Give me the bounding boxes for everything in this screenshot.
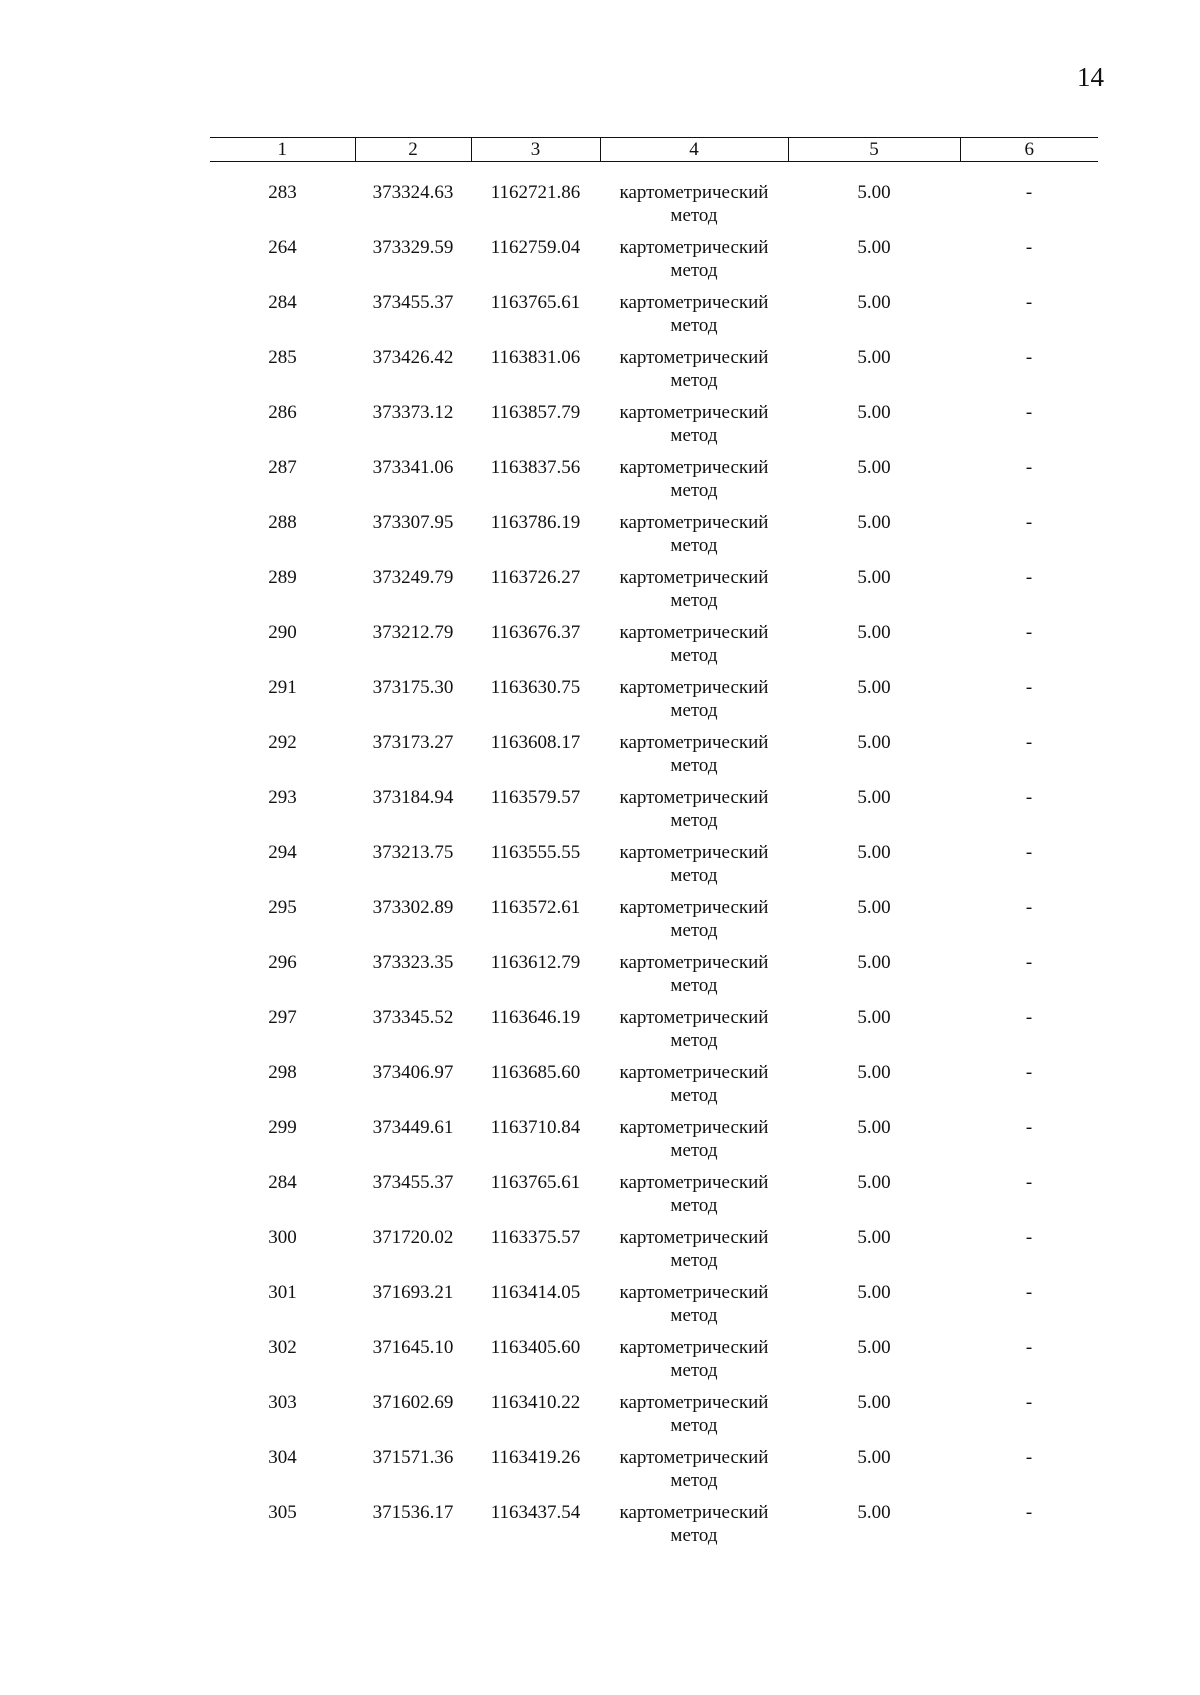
header-col-3: 3 — [471, 138, 600, 162]
method-line-1: картометрический — [619, 1447, 769, 1468]
y-coordinate-cell: 1163405.60 — [490, 1337, 581, 1358]
note-cell: - — [1025, 1062, 1033, 1083]
y-coordinate-cell: 1163726.27 — [490, 567, 581, 588]
method-cell — [600, 1446, 788, 1501]
method-line-1: картометрический — [619, 1062, 769, 1083]
accuracy-cell: 5.00 — [857, 897, 891, 918]
accuracy-cell: 5.00 — [857, 787, 891, 808]
point-number-cell: 305 — [268, 1502, 297, 1523]
note-cell: - — [1025, 1447, 1033, 1468]
method-line-2: метод — [670, 205, 718, 226]
header-col-1: 1 — [210, 138, 355, 162]
table-row — [210, 731, 1098, 786]
note-cell: - — [1025, 237, 1033, 258]
point-number-cell: 285 — [268, 347, 297, 368]
note-cell: - — [1025, 1007, 1033, 1028]
point-number-cell: 291 — [268, 677, 297, 698]
accuracy-cell: 5.00 — [857, 1227, 891, 1248]
accuracy-cell: 5.00 — [857, 567, 891, 588]
coordinates-table — [210, 137, 1098, 1556]
point-number-cell: 301 — [268, 1282, 297, 1303]
method-line-2: метод — [670, 810, 718, 831]
method-line-1: картометрический — [619, 457, 769, 478]
method-cell — [600, 236, 788, 291]
method-line-1: картометрический — [619, 787, 769, 808]
note-cell: - — [1025, 1282, 1033, 1303]
y-coordinate-cell: 1163837.56 — [490, 457, 581, 478]
point-number-cell: 295 — [268, 897, 297, 918]
method-cell — [600, 1171, 788, 1226]
header-col-2: 2 — [355, 138, 471, 162]
point-number-cell: 298 — [268, 1062, 297, 1083]
method-line-1: картометрический — [619, 237, 769, 258]
method-cell — [600, 786, 788, 841]
accuracy-cell: 5.00 — [857, 1447, 891, 1468]
x-coordinate-cell: 371571.36 — [372, 1447, 454, 1468]
method-line-2: метод — [670, 1140, 718, 1161]
table-row — [210, 1116, 1098, 1171]
method-cell — [600, 621, 788, 676]
method-line-2: метод — [670, 920, 718, 941]
y-coordinate-cell: 1163765.61 — [490, 292, 581, 313]
method-cell — [600, 896, 788, 951]
method-line-2: метод — [670, 425, 718, 446]
accuracy-cell: 5.00 — [857, 1172, 891, 1193]
point-number-cell: 300 — [268, 1227, 297, 1248]
x-coordinate-cell: 371645.10 — [372, 1337, 454, 1358]
method-cell — [600, 1116, 788, 1171]
method-cell — [600, 951, 788, 1006]
method-cell — [600, 291, 788, 346]
accuracy-cell: 5.00 — [857, 1392, 891, 1413]
table-row — [210, 456, 1098, 511]
x-coordinate-cell: 371602.69 — [372, 1392, 454, 1413]
table-row — [210, 236, 1098, 291]
method-line-1: картометрический — [619, 1227, 769, 1248]
method-cell — [600, 1336, 788, 1391]
method-line-1: картометрический — [619, 1502, 769, 1523]
method-line-2: метод — [670, 1030, 718, 1051]
accuracy-cell: 5.00 — [857, 347, 891, 368]
coordinates-table-container — [210, 137, 1098, 1556]
y-coordinate-cell: 1163437.54 — [490, 1502, 581, 1523]
table-header — [210, 138, 1098, 162]
x-coordinate-cell: 373323.35 — [372, 952, 454, 973]
method-line-1: картометрический — [619, 842, 769, 863]
y-coordinate-cell: 1163786.19 — [490, 512, 581, 533]
note-cell: - — [1025, 402, 1033, 423]
point-number-cell: 288 — [268, 512, 297, 533]
table-row — [210, 1391, 1098, 1446]
note-cell: - — [1025, 292, 1033, 313]
accuracy-cell: 5.00 — [857, 952, 891, 973]
accuracy-cell: 5.00 — [857, 292, 891, 313]
x-coordinate-cell: 373455.37 — [372, 1172, 454, 1193]
table-row — [210, 786, 1098, 841]
method-cell — [600, 1281, 788, 1336]
point-number-cell: 283 — [268, 182, 297, 203]
table-row — [210, 1336, 1098, 1391]
method-cell — [600, 181, 788, 236]
y-coordinate-cell: 1163555.55 — [490, 842, 581, 863]
method-line-2: метод — [670, 1085, 718, 1106]
page-number: 14 — [1077, 62, 1104, 92]
y-coordinate-cell: 1163685.60 — [490, 1062, 581, 1083]
accuracy-cell: 5.00 — [857, 1282, 891, 1303]
x-coordinate-cell: 373213.75 — [372, 842, 454, 863]
method-line-1: картометрический — [619, 347, 769, 368]
header-row — [210, 138, 1098, 162]
y-coordinate-cell: 1163572.61 — [490, 897, 581, 918]
note-cell: - — [1025, 842, 1033, 863]
accuracy-cell: 5.00 — [857, 1117, 891, 1138]
method-cell — [600, 511, 788, 566]
table-row — [210, 676, 1098, 731]
x-coordinate-cell: 373449.61 — [372, 1117, 454, 1138]
note-cell: - — [1025, 622, 1033, 643]
point-number-cell: 293 — [268, 787, 297, 808]
y-coordinate-cell: 1163857.79 — [490, 402, 581, 423]
method-cell — [600, 1391, 788, 1446]
y-coordinate-cell: 1163410.22 — [490, 1392, 581, 1413]
table-row — [210, 1281, 1098, 1336]
method-line-2: метод — [670, 260, 718, 281]
method-line-2: метод — [670, 1195, 718, 1216]
method-cell — [600, 676, 788, 731]
header-col-4: 4 — [600, 138, 788, 162]
method-cell — [600, 1006, 788, 1061]
header-col-5: 5 — [788, 138, 960, 162]
y-coordinate-cell: 1163579.57 — [490, 787, 581, 808]
table-row — [210, 181, 1098, 236]
method-line-2: метод — [670, 315, 718, 336]
method-line-1: картометрический — [619, 182, 769, 203]
method-line-1: картометрический — [619, 512, 769, 533]
y-coordinate-cell: 1163831.06 — [490, 347, 581, 368]
method-line-2: метод — [670, 1525, 718, 1546]
method-line-2: метод — [670, 1360, 718, 1381]
method-line-2: метод — [670, 975, 718, 996]
method-line-2: метод — [670, 1250, 718, 1271]
accuracy-cell: 5.00 — [857, 677, 891, 698]
table-row — [210, 896, 1098, 951]
point-number-cell: 299 — [268, 1117, 297, 1138]
method-line-1: картометрический — [619, 1172, 769, 1193]
x-coordinate-cell: 373212.79 — [372, 622, 454, 643]
y-coordinate-cell: 1163419.26 — [490, 1447, 581, 1468]
accuracy-cell: 5.00 — [857, 1007, 891, 1028]
note-cell: - — [1025, 567, 1033, 588]
x-coordinate-cell: 373341.06 — [372, 457, 454, 478]
method-line-2: метод — [670, 590, 718, 611]
table-row — [210, 1501, 1098, 1556]
method-cell — [600, 346, 788, 401]
accuracy-cell: 5.00 — [857, 402, 891, 423]
note-cell: - — [1025, 1117, 1033, 1138]
table-row — [210, 1061, 1098, 1116]
y-coordinate-cell: 1163608.17 — [490, 732, 581, 753]
method-cell — [600, 731, 788, 786]
point-number-cell: 290 — [268, 622, 297, 643]
x-coordinate-cell: 371693.21 — [372, 1282, 454, 1303]
method-line-1: картометрический — [619, 677, 769, 698]
point-number-cell: 294 — [268, 842, 297, 863]
method-cell — [600, 1061, 788, 1116]
table-row — [210, 1171, 1098, 1226]
method-cell — [600, 456, 788, 511]
method-cell — [600, 401, 788, 456]
table-row — [210, 951, 1098, 1006]
y-coordinate-cell: 1163414.05 — [490, 1282, 581, 1303]
y-coordinate-cell: 1162721.86 — [490, 182, 581, 203]
note-cell: - — [1025, 1227, 1033, 1248]
y-coordinate-cell: 1163676.37 — [490, 622, 581, 643]
x-coordinate-cell: 373373.12 — [372, 402, 454, 423]
method-line-1: картометрический — [619, 622, 769, 643]
table-row — [210, 621, 1098, 676]
method-line-1: картометрический — [619, 732, 769, 753]
y-coordinate-cell: 1162759.04 — [490, 237, 581, 258]
note-cell: - — [1025, 787, 1033, 808]
header-spacer — [210, 162, 1098, 182]
accuracy-cell: 5.00 — [857, 512, 891, 533]
note-cell: - — [1025, 1337, 1033, 1358]
x-coordinate-cell: 373329.59 — [372, 237, 454, 258]
point-number-cell: 286 — [268, 402, 297, 423]
accuracy-cell: 5.00 — [857, 842, 891, 863]
note-cell: - — [1025, 182, 1033, 203]
note-cell: - — [1025, 1392, 1033, 1413]
y-coordinate-cell: 1163375.57 — [490, 1227, 581, 1248]
y-coordinate-cell: 1163612.79 — [490, 952, 581, 973]
method-cell — [600, 566, 788, 621]
method-line-1: картометрический — [619, 567, 769, 588]
header-col-6: 6 — [960, 138, 1098, 162]
point-number-cell: 303 — [268, 1392, 297, 1413]
accuracy-cell: 5.00 — [857, 237, 891, 258]
note-cell: - — [1025, 1172, 1033, 1193]
table-row — [210, 401, 1098, 456]
method-line-2: метод — [670, 700, 718, 721]
point-number-cell: 292 — [268, 732, 297, 753]
accuracy-cell: 5.00 — [857, 457, 891, 478]
x-coordinate-cell: 373307.95 — [372, 512, 454, 533]
method-line-1: картометрический — [619, 1392, 769, 1413]
table-row — [210, 291, 1098, 346]
y-coordinate-cell: 1163710.84 — [490, 1117, 581, 1138]
note-cell: - — [1025, 952, 1033, 973]
point-number-cell: 284 — [268, 292, 297, 313]
point-number-cell: 264 — [268, 237, 297, 258]
table-row — [210, 1446, 1098, 1501]
method-line-2: метод — [670, 480, 718, 501]
point-number-cell: 289 — [268, 567, 297, 588]
note-cell: - — [1025, 347, 1033, 368]
table-row — [210, 1006, 1098, 1061]
x-coordinate-cell: 373345.52 — [372, 1007, 454, 1028]
x-coordinate-cell: 371720.02 — [372, 1227, 454, 1248]
method-line-2: метод — [670, 370, 718, 391]
method-cell — [600, 1226, 788, 1281]
method-line-2: метод — [670, 755, 718, 776]
note-cell: - — [1025, 732, 1033, 753]
y-coordinate-cell: 1163630.75 — [490, 677, 581, 698]
method-cell — [600, 1501, 788, 1556]
note-cell: - — [1025, 457, 1033, 478]
note-cell: - — [1025, 677, 1033, 698]
point-number-cell: 302 — [268, 1337, 297, 1358]
x-coordinate-cell: 373184.94 — [372, 787, 454, 808]
method-line-1: картометрический — [619, 402, 769, 423]
method-line-1: картометрический — [619, 897, 769, 918]
method-line-1: картометрический — [619, 1282, 769, 1303]
accuracy-cell: 5.00 — [857, 1502, 891, 1523]
y-coordinate-cell: 1163765.61 — [490, 1172, 581, 1193]
table-row — [210, 566, 1098, 621]
note-cell: - — [1025, 512, 1033, 533]
table-body — [210, 162, 1098, 1557]
accuracy-cell: 5.00 — [857, 1337, 891, 1358]
x-coordinate-cell: 373426.42 — [372, 347, 454, 368]
method-cell — [600, 841, 788, 896]
x-coordinate-cell: 373455.37 — [372, 292, 454, 313]
point-number-cell: 296 — [268, 952, 297, 973]
x-coordinate-cell: 373249.79 — [372, 567, 454, 588]
table-row — [210, 346, 1098, 401]
accuracy-cell: 5.00 — [857, 1062, 891, 1083]
method-line-2: метод — [670, 645, 718, 666]
x-coordinate-cell: 371536.17 — [372, 1502, 454, 1523]
method-line-2: метод — [670, 1470, 718, 1491]
point-number-cell: 287 — [268, 457, 297, 478]
accuracy-cell: 5.00 — [857, 732, 891, 753]
accuracy-cell: 5.00 — [857, 622, 891, 643]
x-coordinate-cell: 373406.97 — [372, 1062, 454, 1083]
table-row — [210, 1226, 1098, 1281]
point-number-cell: 297 — [268, 1007, 297, 1028]
method-line-2: метод — [670, 1415, 718, 1436]
note-cell: - — [1025, 1502, 1033, 1523]
method-line-1: картометрический — [619, 1337, 769, 1358]
x-coordinate-cell: 373302.89 — [372, 897, 454, 918]
point-number-cell: 284 — [268, 1172, 297, 1193]
method-line-2: метод — [670, 535, 718, 556]
x-coordinate-cell: 373173.27 — [372, 732, 454, 753]
method-line-1: картометрический — [619, 1117, 769, 1138]
point-number-cell: 304 — [268, 1447, 297, 1468]
method-line-1: картометрический — [619, 292, 769, 313]
accuracy-cell: 5.00 — [857, 182, 891, 203]
x-coordinate-cell: 373324.63 — [372, 182, 454, 203]
table-row — [210, 511, 1098, 566]
method-line-2: метод — [670, 865, 718, 886]
method-line-1: картометрический — [619, 952, 769, 973]
note-cell: - — [1025, 897, 1033, 918]
y-coordinate-cell: 1163646.19 — [490, 1007, 581, 1028]
method-line-2: метод — [670, 1305, 718, 1326]
x-coordinate-cell: 373175.30 — [372, 677, 454, 698]
method-line-1: картометрический — [619, 1007, 769, 1028]
table-row — [210, 841, 1098, 896]
